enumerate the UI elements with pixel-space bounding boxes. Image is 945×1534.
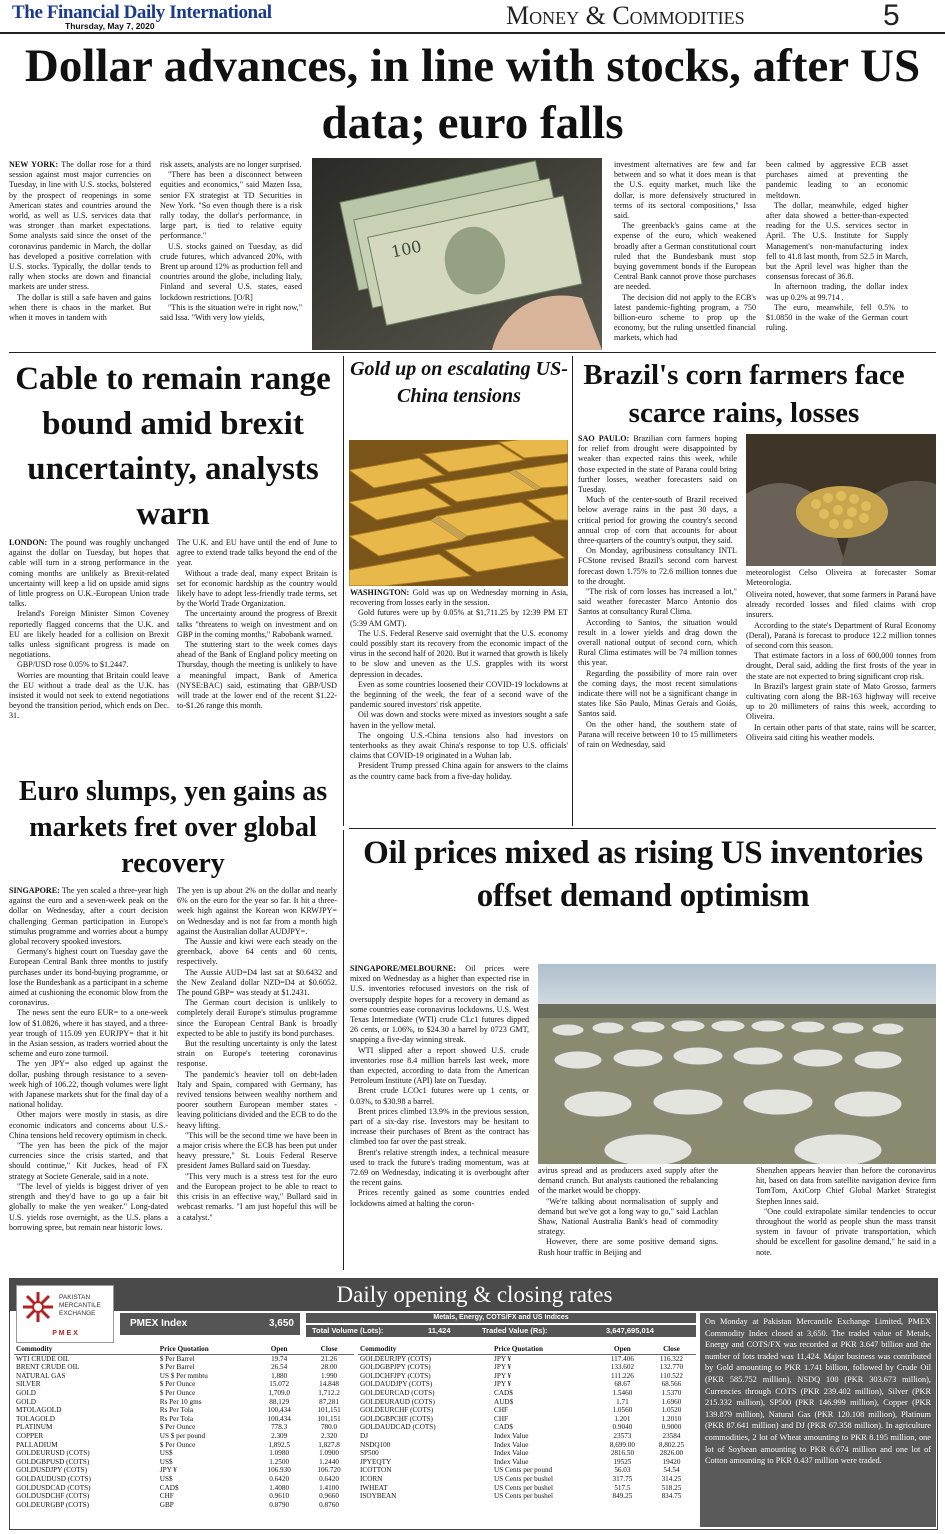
- article-euro-col2: The yen is up about 2% on the dollar and nearly 6% on the euro for the year so far. It hit a three-week high against the Korean won KRWJPY= on Wednesday and is not far from a month high against the Australian dollar AUDJPY=. The Aussie and kiwi were each steady on the greenback, above 64 cents and 60 cents, respectively. The Aussie AUD=D4 last sat at $0.6432 and the New Zealand dollar NZD=D4 at $0.6052. The pound GBP= was steady at $1.2431. The German court decision is unlikely to completely derail Europe's stimulus programme since the European Central Bank is broadly expected to be able to justify its bond purchases. But the resulting uncertainty is only the latest strain on Europe's teetering coronavirus response. The pandemic's heavier toll on debt-laden Italy and Spain, compared with Germany, has revived tensions between wealthy northern and poorer southern European member states - leaving politicians divided and the ECB to do the heavy lifting. "This will be the second time we have been in a major crisis where the ECB has been put under heavy pressure," St. Louis Federal Reserve president James Bullard said on Tuesday. "This very much is a stress test for the euro and the European project to be able to react to this crisis in an effective way," Bullard said in webcast remarks. "I am just hopeful this will be a catalyst.": [177, 886, 337, 1222]
- table-row: [14, 1415, 354, 1424]
- table-cell: 8,802.25: [658, 1440, 685, 1449]
- table-cell: 2.320: [320, 1431, 338, 1440]
- table-row: [14, 1363, 354, 1372]
- table-cell: GOLDAUDJPY (COTS): [360, 1380, 433, 1389]
- photo-dollar-notes: [312, 158, 602, 350]
- table-cell: CAD$: [159, 1483, 179, 1492]
- table-cell: ISOYBEAN: [360, 1492, 397, 1501]
- table-cell: Rs Per 10 gms: [159, 1397, 202, 1406]
- table-cell: US$: [159, 1457, 173, 1466]
- logo-text: EXCHANGE: [59, 1310, 96, 1317]
- table-row: [358, 1423, 696, 1432]
- table-cell: 1,827.8: [318, 1440, 340, 1449]
- article-oil-col2: avirus spread and as producers axed supply after the demand crunch. But analysts cautioned the rebalancing of the market would be choppy. "We're talking about normalisation of supply and demand but we've got a long way to go," said Lachlan Shaw, National Australia Bank's head of commodity strategy. However, there are some positive demand signs. Rush hour traffic in Beijing and: [538, 1166, 718, 1257]
- table-cell: CHF: [494, 1406, 509, 1415]
- table-cell: US $ per pound: [159, 1431, 206, 1440]
- table-cell: TOLAGOLD: [16, 1414, 55, 1423]
- issue-date: Thursday, May 7, 2020: [65, 21, 155, 31]
- table-cell: 778.3: [271, 1423, 288, 1432]
- table-cell: MTOLAGOLD: [16, 1406, 62, 1415]
- table-cell: 0.9610: [269, 1492, 290, 1501]
- table-cell: NATURAL GAS: [16, 1371, 66, 1380]
- divider: [349, 828, 936, 829]
- table-cell: GBP: [159, 1500, 174, 1509]
- table-cell: 317.75: [612, 1474, 633, 1483]
- table-cell: 518.25: [661, 1483, 682, 1492]
- table-cell: GOLDEURCHF (COTS): [360, 1406, 434, 1415]
- table-row: [14, 1492, 354, 1501]
- headline-gold: Gold up on escalating US-China tensions: [350, 358, 568, 407]
- table-cell: PLATINUM: [16, 1423, 53, 1432]
- table-row: [358, 1380, 696, 1389]
- article-dollar-col3: investment alternatives are few and far between and so what it does mean is that the U.S. equity market, much like the dollar, is more defensively structured in terms of its sectoral compositions," Issa said. The greenback's gains came at the expense of the euro, which weakened broadly after a German constitutional court ruled that the Bundesbank must stop buying government bonds if the European Central Bank cannot prove those purchases are needed. The decision did not apply to the ECB's latest pandemic-fighting program, a 750 billion-euro scheme to prop up the economy, but the ruling unsettled financial markets, which had: [614, 160, 756, 343]
- article-dollar-col4: been calmed by aggressive ECB asset purchases aimed at preventing the pandemic leading to an economic meltdown. The dollar, meanwhile, edged higher after data showed a better-than-expected reading for the U.S. services sector in April. The U.S. Institute for Supply Management's non-manufacturing index fell to 41.8 last month, from 52.5 in March, but the April level was higher than the consensus forecast of 36.8. In afternoon trading, the dollar index was up 0.2% at 99.714 . The euro, meanwhile, fell 0.5% to $1.0850 in the wake of the German court ruling.: [766, 160, 908, 333]
- table-cell: ICOTTON: [360, 1466, 392, 1475]
- dateline: SAO PAULO:: [578, 434, 630, 443]
- article-dollar-col1: NEW YORK: The dollar rose for a third session against most major currencies on Tuesday, in line with U.S. stocks, bolstered by the prospect of reopenings in some American states and countries around the world, as well as U.S. services data that was stronger than market expectations. Some analysts said since the onset of the coronavirus pandemic in March, the dollar has developed a positive correlation with U.S. stocks. Typically, the dollar tends to rally when stocks are down and financial markets are under stress. The dollar is still a safe haven and gains when there is chaos in the market. But when it moves in tandem with: [9, 160, 151, 323]
- table-row: [14, 1389, 354, 1398]
- table-cell: CHF: [494, 1414, 509, 1423]
- article-oil-col3: Shenzhen appears heavier than before the coronavirus hit, based on data from satellite navigation device firm TomTom, AxiCorp Chief Global Market Strategist Stephen Innes said. "One could extrapolate similar tendencies to occur throughout the world as people shun the mass transit system in favour of private transportation, which should be excellent for gasoline demand," he said in a note.: [756, 1166, 936, 1257]
- table-cell: PALLADIUM: [16, 1440, 58, 1449]
- article-cable-col1: LONDON: The pound was roughly unchanged against the dollar on Tuesday, but hopes that cable will turn in a strong performance in the coming months are unlikely as Brexit-related uncertainty will keep a lid on upside amid signs of little progress on U.K.-European Union trade talks. Ireland's Foreign Minister Simon Coveney reportedly flagged concerns that the U.K. and EU are likely headed for a collision on Brexit talks unless significant progress is made on negotiations. GBP/USD rose 0.05% to $1.2447. Worries are mounting that Britain could leave the EU without a trade deal as the U.K. has insisted it would not seek to extend negotiations beyond the transition period, which ends on Dec. 31.: [9, 538, 169, 721]
- table-cell: 110.522: [659, 1371, 683, 1380]
- table-cell: GOLDAUDCAD (COTS): [360, 1423, 436, 1432]
- table-cell: 68.566: [661, 1380, 682, 1389]
- article-euro-col1: SINGAPORE: The yen scaled a three-year high against the euro and a seven-week peak on the dollar on Wednesday, after a court decision challenging German participation in Europe's stimulus programme and worries about a bumpy global recovery spooked investors. Germany's highest court on Tuesday gave the European Central Bank three months to justify purchases under its bond-buying programme, or lose the Bundesbank as a participant in a scheme aimed at cushioning the economic blow from the coronavirus. The news sent the euro EUR= to a one-week low of $1.0826, where it has stayed, and a three-year trough of 115.09 yen EURJPY= that it hit in the Asian session, as traders worried about the scheme and euro zone turmoil. The yen JPY= also edged up against the dollar, pushing through resistance to a seven-week high of 106.22, though volumes were light with Japanese markets shut for the final day of a national holiday. Other majors were mostly in stasis, as dire economic indicators and concerns about U.S.-China tensions held recovery optimism in check. "The yen has been the pick of the major currencies since the crisis started, and that should continue," Kit Juckes, head of FX strategy at Societe Generale, said in a note. "The level of yields is biggest driver of yen strength and they'd have to go up a fair bit globally to make the yen weaker." Long-dated U.S. yields rose overnight, as the U.S. plans a borrowing spree, but remain near historic lows.: [9, 886, 168, 1232]
- table-cell: 117.406: [610, 1354, 634, 1363]
- column-header: Open: [598, 1345, 647, 1354]
- table-cell: US Cents per bushel: [494, 1492, 553, 1501]
- column-header: Close: [304, 1345, 354, 1354]
- rates-section: [9, 1278, 938, 1530]
- table-cell: 116.322: [659, 1354, 683, 1363]
- table-cell: 2826.00: [659, 1449, 684, 1458]
- table-row: [358, 1406, 696, 1415]
- table-cell: 23584: [662, 1431, 681, 1440]
- table-cell: 88,129: [269, 1397, 290, 1406]
- column-header: Commodity: [358, 1345, 492, 1354]
- table-cell: 100,434: [267, 1406, 291, 1415]
- table-cell: 1.5370: [661, 1388, 682, 1397]
- table-row: [14, 1449, 354, 1458]
- photo-corn-hands: [746, 434, 936, 566]
- table-row: [358, 1484, 696, 1493]
- table-cell: 1.880: [271, 1371, 288, 1380]
- table-cell: 15.072: [269, 1380, 290, 1389]
- indices-title: Metals, Energy, COTS/FX and US Indices: [306, 1313, 696, 1323]
- table-cell: GOLDCHFJPY (COTS): [360, 1371, 431, 1380]
- headline-euro: Euro slumps, yen gains as markets fret over global recovery: [18, 776, 328, 879]
- table-cell: 2.309: [271, 1431, 288, 1440]
- table-cell: 28.00: [320, 1363, 338, 1372]
- rates-table-left: [14, 1345, 354, 1527]
- table-cell: 1,712.2: [318, 1388, 340, 1397]
- table-cell: COPPER: [16, 1431, 44, 1440]
- table-cell: GOLDGBPUSD (COTS): [16, 1457, 90, 1466]
- table-cell: 87,281: [319, 1397, 339, 1406]
- table-cell: CAD$: [494, 1388, 513, 1397]
- column-header: Price Quotation: [158, 1345, 254, 1354]
- table-cell: 0.8760: [319, 1500, 339, 1509]
- table-cell: $ Per Barrel: [159, 1354, 195, 1363]
- table-cell: GOLDEURAUD (COTS): [360, 1397, 435, 1406]
- table-cell: 0.9000: [661, 1423, 682, 1432]
- table-cell: $ Per Ounce: [159, 1380, 196, 1389]
- divider: [9, 352, 936, 353]
- table-cell: 19525: [613, 1457, 632, 1466]
- pmex-star-icon: [21, 1290, 55, 1324]
- table-row: [14, 1372, 354, 1381]
- table-cell: SILVER: [16, 1380, 41, 1389]
- dateline: LONDON:: [9, 538, 48, 547]
- divider: [572, 356, 573, 826]
- table-row: [358, 1415, 696, 1424]
- table-cell: US$: [159, 1474, 173, 1483]
- article-dollar-col2: risk assets, analysts are no longer surprised. "There has been a disconnect between equities and economics," said Mazen Issa, senior FX strategist at TD Securities in New York. "So even though there is a risk rally today, the dollar's performance, in large part, is tied to relative equity performance." U.S. stocks gained on Tuesday, as did crude futures, which advanced 20%, with Brent up around 12% as production fell and countries around the globe, including Italy, Finland and several U.S. states, eased lockdown restrictions. [O/R] "This is the situation we're in right now," said Issa. "With very low yields,: [160, 160, 302, 323]
- dateline: WASHINGTON:: [350, 588, 410, 597]
- table-cell: WTI CRUDE OIL: [16, 1354, 70, 1363]
- table-cell: Rs Per Tola: [159, 1406, 194, 1415]
- table-cell: 1.0900: [319, 1449, 339, 1458]
- photo-caption-brazil: meteorologist Celso Oliveira at forecaster Somar Meteorologia.: [746, 568, 936, 588]
- table-cell: JPY ¥: [159, 1466, 177, 1475]
- table-row: [358, 1432, 696, 1441]
- table-cell: GOLDAUDUSD (COTS): [16, 1474, 91, 1483]
- dateline: SINGAPORE/MELBOURNE:: [350, 964, 457, 973]
- traded-value: 3,647,695,014: [606, 1326, 654, 1335]
- table-cell: 1,709.0: [268, 1388, 290, 1397]
- table-cell: US $ Per mmbtu: [159, 1371, 208, 1380]
- table-cell: BRENT CRUDE OIL: [16, 1363, 80, 1372]
- table-cell: 68.67: [614, 1380, 631, 1389]
- logo-short: P M E X: [52, 1330, 78, 1337]
- table-cell: GOLDEURUSD (COTS): [16, 1449, 90, 1458]
- table-cell: NSDQ100: [360, 1440, 391, 1449]
- paper-name: The Financial Daily International: [12, 2, 272, 23]
- table-cell: Index Value: [494, 1431, 529, 1440]
- column-header: Price Quotation: [492, 1345, 598, 1354]
- table-cell: 132.770: [659, 1363, 684, 1372]
- article-oil-col1: SINGAPORE/MELBOURNE: Oil prices were mixed on Wednesday as a higher than expected rise in U.S. inventories refocused investors on the risk of oversupply despite hopes for a recovery in demand as some countries ease coronavirus lockdowns. U.S. West Texas Intermediate (WTI) crude CLc1 futures dipped 26 cents, or 1.06%, to $24.30 a barrel by 0723 GMT, snapping a five-day winning streak. WTI slipped after a report showed U.S. crude inventories rose 8.4 million barrels last week, more than expected, according to data from the American Petroleum Institute (API) late on Tuesday. Brent crude LCOc1 futures were up 1 cents, or 0.03%, to $30.98 a barrel. Brent prices climbed 13.9% in the previous session, part of a six-day rise. Investors may be hesitant to increase their purchases of Brent as the contract has climbed too far over the past streak. Brent's relative strength index, a technical measure used to track the future's trading momentum, was at 72.69 on Wednesday, indicating it is overbought after the recent gains. Prices recently gained as some countries ended lockdowns aimed at halting the coron-: [350, 964, 529, 1208]
- table-row: [14, 1466, 354, 1475]
- table-cell: GOLDEURJPY (COTS): [360, 1354, 432, 1363]
- table-cell: 106.930: [267, 1466, 291, 1475]
- table-row: [14, 1354, 354, 1363]
- table-cell: 1.6960: [661, 1397, 682, 1406]
- table-cell: 100,434: [267, 1414, 291, 1423]
- table-cell: 106.720: [317, 1466, 341, 1475]
- pmex-logo: [16, 1285, 114, 1343]
- table-cell: $ Per Barrel: [159, 1363, 195, 1372]
- table-cell: US$: [159, 1449, 173, 1458]
- table-cell: 1.2010: [661, 1414, 682, 1423]
- section-name: Money & Commodities: [506, 1, 745, 30]
- table-cell: 780.0: [320, 1423, 338, 1432]
- table-cell: $ Per Ounce: [159, 1388, 196, 1397]
- table-cell: JPYEQTY: [360, 1457, 392, 1466]
- table-row: [358, 1458, 696, 1467]
- table-row: [358, 1363, 696, 1372]
- table-cell: 133.602: [610, 1363, 635, 1372]
- table-cell: CAD$: [494, 1423, 513, 1432]
- pmex-index-box: PMEX Index 3,650: [120, 1313, 300, 1335]
- table-row: [358, 1389, 696, 1398]
- headline-oil: Oil prices mixed as rising US inventories offset demand optimism: [363, 835, 923, 914]
- table-cell: 849.25: [612, 1492, 633, 1501]
- headline-dollar: Dollar advances, in line with stocks, after US data; euro falls: [24, 40, 921, 149]
- table-cell: 1.4080: [269, 1483, 290, 1492]
- table-cell: 14.848: [319, 1380, 339, 1389]
- table-cell: 101,151: [317, 1406, 341, 1415]
- logo-text: MERCANTILE: [59, 1302, 101, 1309]
- rates-title: Daily opening & closing rates: [10, 1279, 938, 1311]
- table-cell: IWHEAT: [360, 1483, 388, 1492]
- table-cell: 1.0980: [269, 1449, 290, 1458]
- table-cell: AUD$: [494, 1397, 514, 1406]
- article-brazil-col2: Oliveira noted, however, that some farmers in Paraná have already recorded losses and filed claims with crop insurers. According to the state's Department of Rural Economy (Deral), Paraná is forecast to produce 12.2 million tonnes of second corn this season. That estimate factors in a loss of 600,000 tonnes from drought, Deral said, adding the first frosts of the year in the state are not expected to bring significant crop risk. In Brazil's largest grain state of Mato Grosso, farmers cultivating corn along the BR-163 highway will receive up to 20 millimeters of rains this week, according to Oliveira. In certain other parts of that state, rains will be scarcer, Oliveira said citing his weather models.: [746, 590, 936, 742]
- table-cell: Index Value: [494, 1449, 529, 1458]
- table-cell: GOLDGBPJPY (COTS): [360, 1363, 431, 1372]
- photo-gold-bars: [349, 440, 568, 586]
- table-cell: JPY ¥: [494, 1380, 512, 1389]
- table-cell: 1.2500: [269, 1457, 290, 1466]
- table-cell: 26.54: [271, 1363, 288, 1372]
- table-cell: 0.8790: [269, 1500, 290, 1509]
- table-cell: GOLD: [16, 1397, 36, 1406]
- table-cell: 1.4100: [319, 1483, 339, 1492]
- masthead: [0, 0, 945, 34]
- table-row: [14, 1398, 354, 1407]
- table-row: [14, 1484, 354, 1493]
- table-row: [14, 1432, 354, 1441]
- pmex-index-value: 3,650: [268, 1318, 294, 1329]
- table-row: [358, 1354, 696, 1363]
- volume-box: Total Volume (Lots): 11,424 Traded Value (Rs): 3,647,695,014: [306, 1325, 696, 1337]
- table-row: [14, 1458, 354, 1467]
- table-cell: 0.9660: [319, 1492, 339, 1501]
- table-cell: US Cents per pound: [494, 1466, 553, 1475]
- dateline: SINGAPORE:: [9, 886, 60, 895]
- table-cell: 56.03: [614, 1466, 631, 1475]
- table-cell: 21.26: [320, 1354, 338, 1363]
- logo-text: PAKISTAN: [59, 1294, 91, 1301]
- table-row: [14, 1441, 354, 1450]
- table-cell: DJ: [360, 1431, 368, 1440]
- table-cell: 1.71: [616, 1397, 629, 1406]
- table-cell: 1.5460: [612, 1388, 633, 1397]
- table-cell: GOLDGBPCHF (COTS): [360, 1414, 433, 1423]
- headline-brazil: Brazil's corn farmers face scarce rains, losses: [583, 359, 905, 429]
- article-brazil-col1: SAO PAULO: Brazilian corn farmers hoping for relief from drought were disappointed by weaker than expected rains this week, while those expected in the state of Parana could bring further losses, weather forecasters said on Tuesday. Much of the center-south of Brazil received below average rains in the past 30 days, a critical period for growing the country's second annual crop of corn that accounts for about three-quarters of the country's output, they said. On Monday, agribusiness consultancy INTL FCStone revised Brazil's second corn harvest forecast down 1.75% to 72.6 million tonnes due to the drought. "The risk of corn losses has increased a lot," said weather forecaster Marco Antonio dos Santos at consultancy Rural Clima. According to Santos, the situation would result in a lower yields and drag down the overall national output of second corn, which Rural Clima estimates will be 74 million tonnes this year. Regarding the possibility of more rain over the coming days, the most recent simulations indicate there will not be a significant change in states like São Paulo, Minas Gerais and Goiás, Santos said. On the other hand, the southern state of Parana will receive between 10 to 15 millimeters of rain on Wednesday, said: [578, 434, 737, 750]
- table-cell: JPY ¥: [494, 1363, 512, 1372]
- table-row: [14, 1406, 354, 1415]
- divider: [343, 830, 344, 1270]
- table-cell: 834.75: [661, 1492, 682, 1501]
- table-cell: Rs Per Tola: [159, 1414, 194, 1423]
- headline-cable: Cable to remain range bound amid brexit uncertainty, analysts warn: [15, 361, 331, 532]
- svg-text:100: 100: [389, 236, 424, 262]
- table-cell: 111.226: [610, 1371, 634, 1380]
- article-gold: WASHINGTON: Gold was up on Wednesday morning in Asia, recovering from losses early in the session. Gold futures were up by 0.05% at $1,711.25 by 12:39 PM ET (5:39 AM GMT). The U.S. Federal Reserve said overnight that the U.S. economy could possibly start its recovery from the economic impact of the virus in the second half of 2020. But it warned that growth is likely to be slow and uneven as the U.S. grapples with its worst depression in decades. Even as some countries loosened their COVID-19 lockdowns at the beginning of the week, the fear of a second wave of the pandemic soured investors' risk appetite. Oil was down and stocks were mixed as investors sought a safe haven in the yellow metal. The ongoing U.S.-China tensions also had investors on tenterhooks as they await China's response to top U.S. officials' claims that COVID-19 originated in a Wuhan lab. President Trump pressed China again for answers to the claims as the country came back from a five-day holiday.: [350, 588, 568, 781]
- table-cell: GOLDUSDCHF (COTS): [16, 1492, 90, 1501]
- table-row: [358, 1441, 696, 1450]
- table-cell: GOLDEURGBP (COTS): [16, 1500, 90, 1509]
- table-row: [358, 1372, 696, 1381]
- table-cell: Index Value: [494, 1457, 529, 1466]
- table-cell: GOLDEURCAD (COTS): [360, 1388, 435, 1397]
- table-cell: 314.25: [661, 1474, 682, 1483]
- column-header: Close: [647, 1345, 696, 1354]
- table-row: [14, 1501, 354, 1510]
- article-cable-col2: The U.K. and EU have until the end of June to agree to extend trade talks beyond the end of the year. Without a trade deal, many expect Britain is set for economic hardship as the country would likely have to adopt less-friendly trade terms, set by the World Trade Organization. The uncertainty around the progress of Brexit talks "threatens to weigh on investment and on GBP in the coming months," Rabobank warned. The stuttering start to the week comes days ahead of the Bank of England policy meeting on Thursday, though the meeting is unlikely to have a meaningful impact, Bank of America (NYSE:BAC) said, estimating that GBP/USD will trade at the lower end of the recent $1.22-to-$1.26 range this month.: [177, 538, 337, 711]
- table-cell: SP500: [360, 1449, 379, 1458]
- page-number: 5: [883, 0, 900, 32]
- table-row: [358, 1475, 696, 1484]
- table-cell: 0.6420: [269, 1474, 290, 1483]
- total-volume: 11,424: [428, 1326, 451, 1335]
- table-cell: JPY ¥: [494, 1354, 512, 1363]
- table-cell: US Cents per bushel: [494, 1474, 553, 1483]
- table-cell: 101,151: [317, 1414, 341, 1423]
- table-cell: 517.5: [614, 1483, 631, 1492]
- table-cell: JPY ¥: [494, 1371, 512, 1380]
- table-cell: 0.9040: [612, 1423, 633, 1432]
- column-header: Open: [254, 1345, 304, 1354]
- table-cell: 2816.50: [610, 1449, 635, 1458]
- table-cell: CHF: [159, 1492, 174, 1501]
- table-cell: 1,892.5: [268, 1440, 290, 1449]
- table-cell: Index Value: [494, 1440, 529, 1449]
- column-header: Commodity: [14, 1345, 158, 1354]
- divider: [343, 356, 344, 826]
- table-cell: 1.0560: [612, 1406, 633, 1415]
- table-cell: 8,699.00: [609, 1440, 635, 1449]
- rates-summary: On Monday at Pakistan Mercantile Exchange Limited, PMEX Commodity Index closed at 3,650. The traded value of Metals, Energy and COTS/FX was recorded at PKR 3.647 billion and the number of lots traded was 11,424. Major business was contributed by Gold amounting to PKR 1.741 billion, followed by Crude Oil (PKR 585.752 million), NSDQ 100 (PKR 303.673 million), Currencies through COTS (PKR 239.402 million), Silver (PKR 215.332 million), SP500 (PKR 146.999 million), Copper (PKR 139.879 million), Natural Gas (PKR 120.108 million), Platinum (PKR 87.641 million) and DJ (PKR 67.358 million). In agriculture commodities, 2 lot of Wheat amounting to PKR 8.195 million, one lot of Soybean amounting to PKR 6.674 million and one lot of Cotton amounting to PKR 0.437 million were traded.: [700, 1313, 936, 1527]
- table-cell: $ Per Ounce: [159, 1423, 196, 1432]
- table-cell: 19420: [662, 1457, 681, 1466]
- table-cell: $ Per Ounce: [159, 1440, 196, 1449]
- table-cell: 1.0520: [661, 1406, 682, 1415]
- table-cell: 1.990: [320, 1371, 338, 1380]
- table-cell: 23573: [613, 1431, 632, 1440]
- table-row: [14, 1475, 354, 1484]
- table-cell: 1.2440: [319, 1457, 339, 1466]
- table-cell: GOLDUSDCAD (COTS): [16, 1483, 91, 1492]
- table-cell: US Cents per bushel: [494, 1483, 553, 1492]
- table-row: [14, 1423, 354, 1432]
- table-row: [358, 1466, 696, 1475]
- photo-oil-storage-tanks: [538, 964, 936, 1164]
- table-row: [358, 1449, 696, 1458]
- rates-table-right: [358, 1345, 696, 1527]
- table-cell: 54.54: [663, 1466, 680, 1475]
- table-row: [14, 1380, 354, 1389]
- table-cell: GOLD: [16, 1388, 36, 1397]
- table-row: [358, 1398, 696, 1407]
- table-cell: 1.201: [614, 1414, 631, 1423]
- table-cell: 19.74: [271, 1354, 288, 1363]
- table-row: [358, 1492, 696, 1501]
- table-cell: GOLDUSDJPY (COTS): [16, 1466, 88, 1475]
- dateline: NEW YORK:: [9, 160, 59, 169]
- table-cell: 0.6420: [319, 1474, 339, 1483]
- table-cell: ICORN: [360, 1474, 383, 1483]
